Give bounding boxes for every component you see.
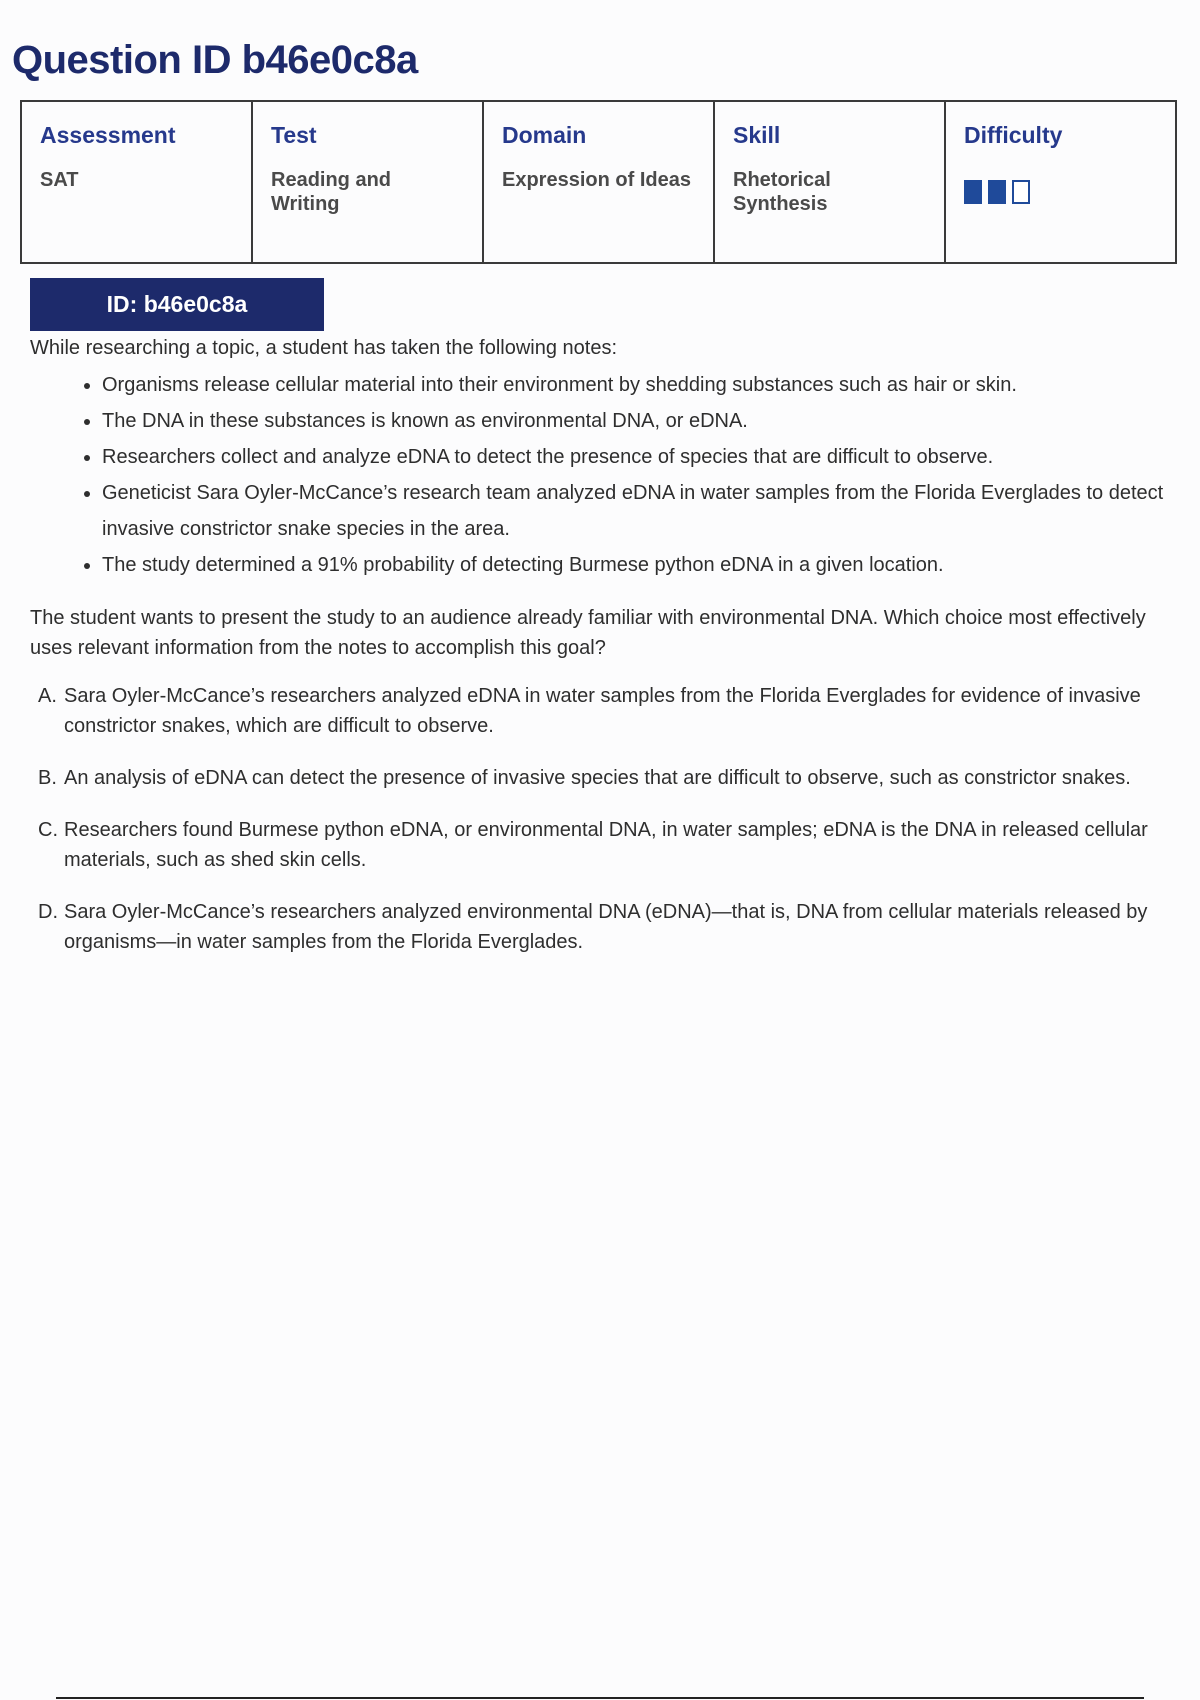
choice-text: Researchers found Burmese python eDNA, or environmental DNA, in water samples; eDNA is the DNA in released cellular materials, such as shed skin cells.	[64, 819, 1148, 871]
assessment-header: Assessment	[40, 122, 176, 148]
choice-letter: D.	[38, 901, 58, 923]
domain-header: Domain	[502, 122, 587, 148]
choice-a[interactable]	[30, 681, 1180, 741]
note-item: • The DNA in these substances is known as environmental DNA, or eDNA.	[102, 403, 1180, 439]
choice-c[interactable]	[30, 815, 1180, 875]
choice-letter: C.	[38, 819, 58, 841]
assessment-value: SAT	[40, 169, 79, 191]
choice-letter: A.	[38, 685, 57, 707]
difficulty-indicator	[964, 180, 1157, 204]
footer-divider	[56, 1697, 1144, 1699]
skill-header: Skill	[733, 122, 781, 148]
domain-cell	[483, 101, 714, 263]
question-metadata-table	[20, 100, 1177, 264]
choice-b[interactable]	[30, 763, 1180, 793]
domain-value: Expression of Ideas	[502, 169, 691, 191]
question-stem: The student wants to present the study to an audience already familiar with environmental DNA. Which choice most effectively uses relevant information from the notes to accomplish this goal?	[30, 607, 1146, 659]
note-item: • Researchers collect and analyze eDNA to detect the presence of species that are difficult to observe.	[102, 439, 1180, 475]
test-header: Test	[271, 122, 317, 148]
note-item: • The study determined a 91% probability of detecting Burmese python eDNA in a given location.	[102, 547, 1180, 583]
difficulty-box	[988, 180, 1006, 204]
choice-text: Sara Oyler-McCance’s researchers analyzed eDNA in water samples from the Florida Everglades for evidence of invasive constrictor snakes, which are difficult to observe.	[64, 685, 1141, 737]
difficulty-cell	[945, 101, 1176, 263]
answer-choices	[30, 681, 1180, 957]
skill-value: Rhetorical Synthesis	[733, 169, 831, 215]
assessment-cell	[21, 101, 252, 263]
choice-d[interactable]	[30, 897, 1180, 957]
notes-intro: While researching a topic, a student has taken the following notes:	[30, 337, 618, 359]
question-content	[30, 333, 1180, 979]
skill-cell	[714, 101, 945, 263]
test-value: Reading and Writing	[271, 169, 392, 215]
difficulty-box	[964, 180, 982, 204]
difficulty-header: Difficulty	[964, 122, 1063, 148]
note-item: • Organisms release cellular material into their environment by shedding substances such as hair or skin.	[102, 367, 1180, 403]
question-id-badge: ID: b46e0c8a	[30, 278, 324, 331]
difficulty-box	[1012, 180, 1030, 204]
page-title: Question ID b46e0c8a	[12, 38, 418, 82]
test-cell	[252, 101, 483, 263]
note-item: • Geneticist Sara Oyler-McCance’s research team analyzed eDNA in water samples from the Florida Everglades to detect invasive constrictor snake species in the area.	[102, 475, 1180, 547]
choice-letter: B.	[38, 767, 57, 789]
choice-text: Sara Oyler-McCance’s researchers analyzed environmental DNA (eDNA)—that is, DNA from cellular materials released by organisms—in water samples from the Florida Everglades.	[64, 901, 1148, 953]
notes-list	[30, 367, 1180, 583]
choice-text: An analysis of eDNA can detect the presence of invasive species that are difficult to observe, such as constrictor snakes.	[64, 767, 1131, 789]
